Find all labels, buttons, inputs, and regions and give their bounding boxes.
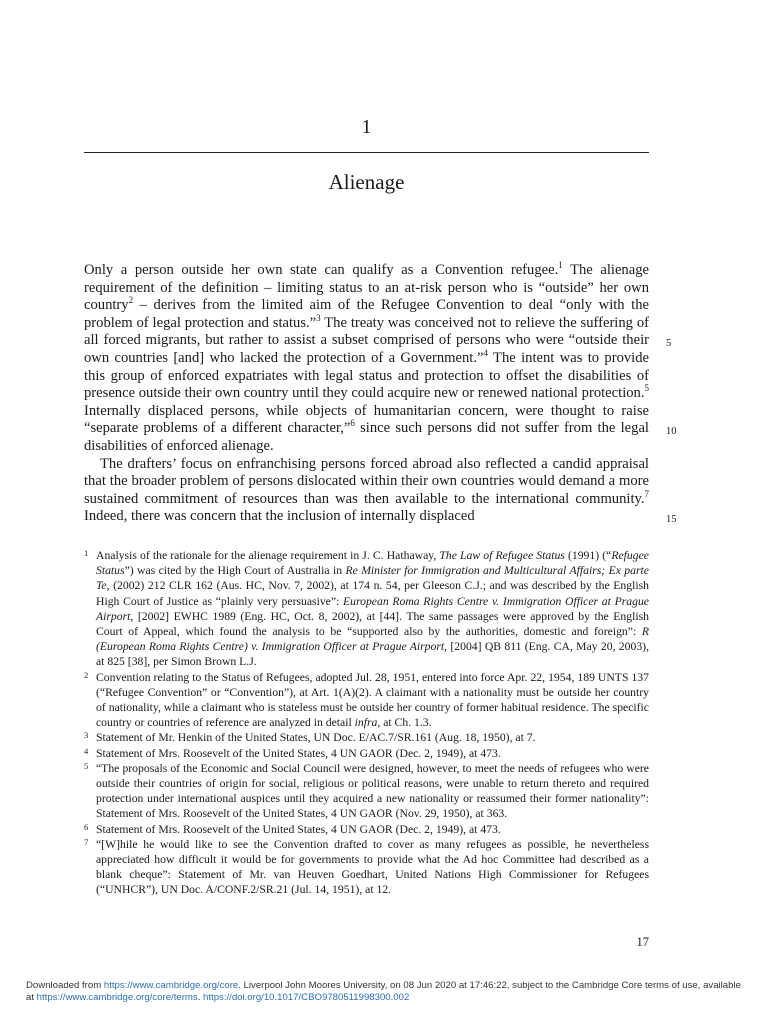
italic-text: European Roma Rights Centre v. Immigration Officer at Prague Airport <box>96 594 649 623</box>
text-run: Internally displaced persons, while objects of humanitarian concern, were thought to raise “separate problems of a different character,” <box>84 402 649 437</box>
footnote-ref: 7 <box>644 488 649 499</box>
footnote <box>84 746 649 761</box>
link[interactable]: https://www.cambridge.org/core <box>103 980 239 991</box>
footnote-marker: 2 <box>84 669 89 680</box>
body-text <box>84 262 649 526</box>
footnote <box>84 670 649 731</box>
italic-text: Refugee Status <box>96 549 649 578</box>
text-run: Indeed, there was concern that the inclusion of internally displaced <box>84 508 475 525</box>
footnote-ref: 1 <box>558 260 563 271</box>
text-run: “The proposals of the Economic and Social Council were designed, however, to meet the needs of refugees who were outside their countries of origin for social, religious or political reasons, were unable to return thereto and required protection under international auspices until they acquired a new nationality or reassumed their former nationality”: Statement of Mrs. Roosevelt of the United States, 4 UN GAOR (Nov. 29, 1950), at 363. <box>96 761 649 821</box>
footnote-marker: 5 <box>84 760 89 771</box>
chapter-rule <box>84 152 649 153</box>
chapter-title: Alienage <box>328 170 405 194</box>
text-run: Statement of Mr. Henkin of the United States, UN Doc. E/AC.7/SR.161 (Aug. 18, 1950), at 7. <box>96 731 536 745</box>
link[interactable]: https://doi.org/10.1017/CBO9780511998300.002 <box>203 992 410 1004</box>
paragraph-1 <box>84 262 649 456</box>
paragraph-2 <box>84 456 649 526</box>
footnote-marker: 1 <box>84 548 89 558</box>
download-note <box>26 980 746 1005</box>
footnote <box>84 548 649 670</box>
footnote <box>84 730 649 745</box>
text-run: (1991) (“ <box>564 549 612 562</box>
footnotes <box>84 548 649 898</box>
footnote <box>84 761 649 822</box>
text-run: , at Ch. 1.3. <box>377 716 432 730</box>
text-run: . Liverpool John Moores University, on 08 Jun 2020 at 17:46:22, subject to the Cambridge Core terms of use, available at <box>26 980 741 1004</box>
footnote-ref: 4 <box>483 348 488 359</box>
text-run: Only a person outside her own state can qualify as a Convention refugee. <box>84 262 559 278</box>
text-run: Statement of Mrs. Roosevelt of the United States, 4 UN GAOR (Dec. 2, 1949), at 473. <box>96 746 501 760</box>
link[interactable]: https://www.cambridge.org/core/terms <box>36 992 198 1004</box>
text-run: The alienage requirement of the definition – limiting status to an at-risk person who is “outside” her own country <box>84 262 649 314</box>
text-run: , (2002) 212 CLR 162 (Aus. HC, Nov. 7, 2002), at 174 n. 54, per Gleeson C.J.; and was described by the English High Court of Justice as “plainly very persuasive”: <box>96 579 649 608</box>
footnote-ref: 6 <box>350 418 355 429</box>
footnote-marker: 4 <box>84 745 89 756</box>
text-run: – derives from the limited aim of the Refugee Convention to deal “only with the problem of legal protection and status.” <box>84 297 649 331</box>
footnote-marker: 6 <box>84 821 89 832</box>
text-run: ”) was cited by the High Court of Australia in <box>124 564 346 578</box>
italic-text: The Law of Refugee Status <box>439 549 565 562</box>
text-run: Convention relating to the Status of Refugees, adopted Jul. 28, 1951, entered into force Apr. 22, 1954, 189 UNTS 137 (“Refugee Convention” or “Convention”), at Art. 1(A)(2). A claimant with a nationality must be outside her country of nationality, while a claimant who is stateless must be outside her country of former habitual residence. The specific country or countries of reference are analyzed in detail <box>96 670 649 730</box>
text-run: The drafters’ focus on enfranchising persons forced abroad also reflected a candid appraisal that the broader problem of persons dislocated within their own countries would demand a more sustained commitment of resources than was then available to the international community. <box>84 455 649 507</box>
text-run: , [2004] QB 811 (Eng. CA, May 20, 2003), at 825 [38], per Simon Brown L.J. <box>96 640 649 669</box>
text-run: The intent was to provide this group of enforced expatriates with legal status and protection to offset the disabilities of presence outside their own country until they could acquire new or renewed national protection. <box>84 349 649 402</box>
footnote-ref: 3 <box>316 312 321 323</box>
text-run: Analysis of the rationale for the alienage requirement in J. C. Hathaway, <box>96 549 440 562</box>
text-run: since such persons did not suffer from the legal disabilities of enforced alienage. <box>84 420 649 454</box>
italic-text: R (European Roma Rights Centre) v. Immigration Officer at Prague Airport <box>96 625 649 654</box>
italic-text: infra <box>354 716 378 730</box>
footnote <box>84 822 649 837</box>
chapter-number: 1 <box>361 116 372 138</box>
footnote-marker: 7 <box>84 836 89 847</box>
italic-text: Re Minister for Immigration and Multicultural Affairs; Ex parte Te <box>96 564 649 593</box>
footnote <box>84 837 649 898</box>
text-run: The treaty was conceived not to relieve the suffering of all forced migrants, but rather to assist a subset comprised of persons who were “outside their own countries [and] who lacked the protection of a Government.” <box>84 314 649 366</box>
line-number-5: 5 <box>666 338 672 349</box>
text-run: . <box>197 992 204 1004</box>
page-number: 17 <box>636 935 649 949</box>
footnote-marker: 3 <box>84 730 89 741</box>
text-run: Statement of Mrs. Roosevelt of the United States, 4 UN GAOR (Dec. 2, 1949), at 473. <box>96 822 501 836</box>
text-run: “[W]hile he would like to see the Convention drafted to cover as many refugees as possible, he nevertheless appreciated how difficult it would be for governments to provide what the Ad hoc Committee had described as a blank cheque”: Statement of Mr. van Heuven Goedhart, United Nations High Commissioner for Refugees (“UNHCR”), UN Doc. A/CONF.2/SR.21 (Jul. 14, 1951), at 12. <box>96 837 649 897</box>
footnote-ref: 2 <box>128 295 134 306</box>
text-run: , [2002] EWHC 1989 (Eng. HC, Oct. 8, 2002), at [44]. The same passages were approved by the English Court of Appeal, which found the analysis to be “supported also by the authorities, domestic and foreign”: <box>96 609 649 639</box>
line-number-10: 10 <box>666 426 677 437</box>
line-number-15: 15 <box>666 514 677 525</box>
footnote-ref: 5 <box>644 383 649 394</box>
text-run: Downloaded from <box>26 980 104 991</box>
